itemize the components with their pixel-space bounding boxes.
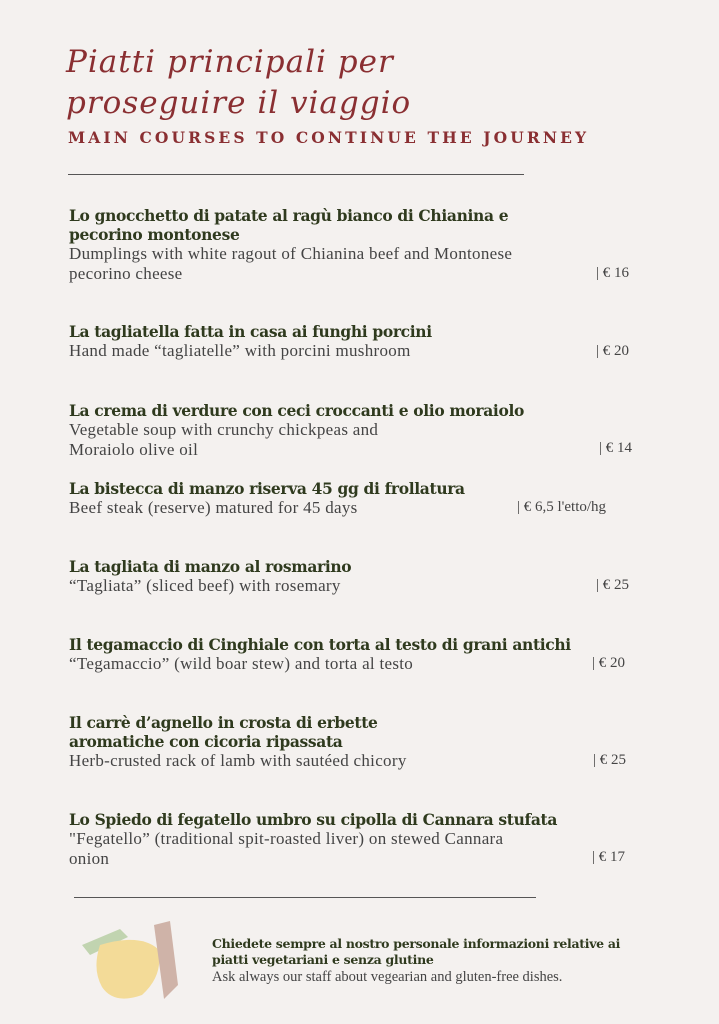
dish-price: | € 25 [593, 752, 627, 768]
watercolor-decoration [80, 915, 190, 1005]
dish-name-italian: La tagliatella fatta in casa ai funghi porcini [69, 322, 432, 341]
menu-item [69, 635, 649, 674]
dish-name-italian: La crema di verdure con ceci croccanti e olio moraiolo [69, 401, 524, 420]
script-title-line-1: Piatti principali per [66, 44, 394, 80]
bottom-divider [74, 897, 536, 898]
dish-name-italian: Il carrè d’agnello in crosta di erbette aromatiche con cicoria ripassata [69, 713, 378, 751]
dish-price: | € 17 [592, 849, 626, 865]
dish-name-italian: Lo Spiedo di fegatello umbro su cipolla di Cannara stufata [69, 810, 558, 829]
script-title [66, 42, 506, 124]
dish-description-english: “Tegamaccio” (wild boar stew) and torta al testo [69, 654, 414, 673]
menu-item [69, 810, 649, 869]
menu-item [69, 557, 649, 596]
dish-price: | € 14 [599, 440, 633, 456]
dish-name-italian: La bistecca di manzo riserva 45 gg di frollatura [69, 479, 465, 498]
top-divider [68, 174, 524, 175]
dish-description-english: Herb-crusted rack of lamb with sautéed chicory [69, 751, 407, 770]
script-title-line-2: proseguire il viaggio [66, 85, 412, 121]
dish-price: | € 20 [596, 343, 630, 359]
dish-price: | € 25 [596, 577, 630, 593]
dish-description-english: Dumplings with white ragout of Chianina beef and Montonese pecorino cheese [69, 244, 513, 283]
menu-item [69, 713, 649, 771]
yellow-blob [96, 940, 159, 999]
dish-price: | € 20 [592, 655, 626, 671]
dish-description-english: “Tagliata” (sliced beef) with rosemary [69, 576, 341, 595]
dietary-note-english: Ask always our staff about vegearian and gluten-free dishes. [212, 969, 563, 985]
dish-name-italian: Il tegamaccio di Cinghiale con torta al testo di grani antichi [69, 635, 571, 654]
dietary-note-italian: Chiedete sempre al nostro personale informazioni relative ai piatti vegetariani e senza glutine [212, 936, 621, 967]
dish-description-english: Vegetable soup with crunchy chickpeas and Moraiolo olive oil [69, 420, 379, 459]
section-subtitle: MAIN COURSES TO CONTINUE THE JOURNEY [68, 128, 590, 147]
dish-description-english: Hand made “tagliatelle” with porcini mushroom [69, 341, 411, 360]
dish-price: | € 6,5 l'etto/hg [517, 499, 607, 515]
dish-price: | € 16 [596, 265, 630, 281]
dish-description-english: "Fegatello” (traditional spit-roasted liver) on stewed Cannara onion [69, 829, 504, 868]
dish-description-english: Beef steak (reserve) matured for 45 days [69, 498, 358, 517]
menu-item [69, 322, 649, 361]
dietary-note [212, 936, 662, 986]
dish-name-italian: La tagliata di manzo al rosmarino [69, 557, 352, 576]
menu-item [69, 206, 649, 284]
menu-item [69, 401, 649, 460]
dish-name-italian: Lo gnocchetto di patate al ragù bianco di Chianina e pecorino montonese [69, 206, 509, 244]
